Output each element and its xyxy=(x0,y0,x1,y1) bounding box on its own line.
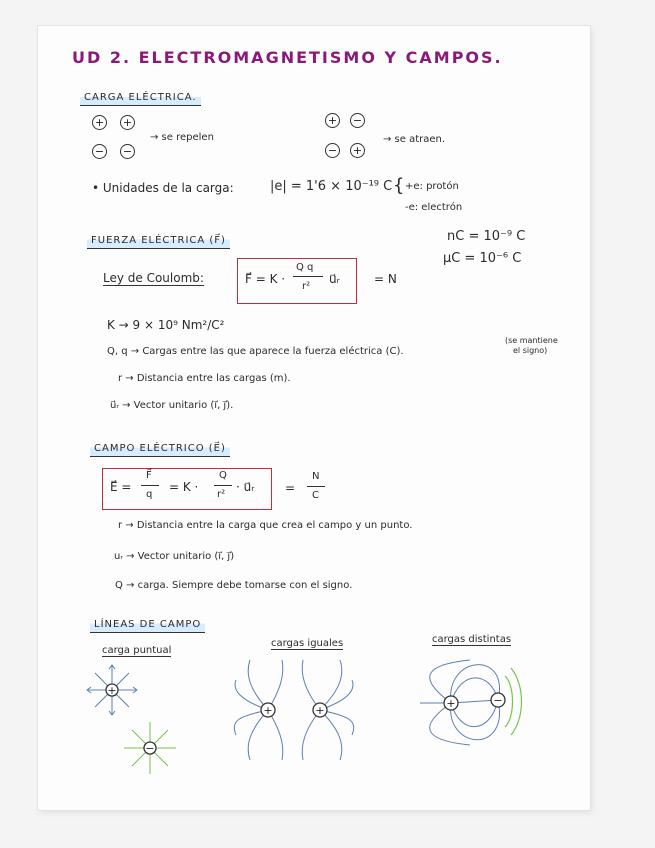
section-heading-campo: CAMPO ELÉCTRICO (E⃗) xyxy=(90,441,230,457)
coulomb-units: = N xyxy=(374,272,397,286)
section-heading-lineas: LÍNEAS DE CAMPO xyxy=(90,617,205,633)
qq-definition: Q, q → Cargas entre las que aparece la fuerza eléctrica (C). xyxy=(107,346,404,357)
negative-charge-icon: − xyxy=(350,113,365,128)
coulomb-label: Ley de Coulomb: xyxy=(103,271,204,285)
equal-charges-lines xyxy=(234,660,353,760)
field-formula-left: E⃗ = xyxy=(110,480,132,494)
section-heading-fuerza: FUERZA ELÉCTRICA (F⃗) xyxy=(87,233,230,249)
minus-sign: − xyxy=(145,742,155,755)
field-num-2: Q xyxy=(219,470,227,481)
opposite-charges-lines xyxy=(420,660,499,745)
label-cargas-iguales: cargas iguales xyxy=(271,638,344,649)
coulomb-numerator: Q q xyxy=(296,262,314,273)
u-definition: u⃗ᵣ → Vector unitario (i⃗, j⃗). xyxy=(110,400,234,411)
negative-charge-icon: − xyxy=(325,143,340,158)
minus-sign: − xyxy=(493,694,503,707)
field-unit-den: C xyxy=(312,490,319,501)
positive-charge-icon: + xyxy=(350,143,365,158)
qq-note-1: (se mantiene xyxy=(505,336,558,345)
negative-charge-icon: − xyxy=(120,144,135,159)
attract-text: → se atraen. xyxy=(383,134,446,145)
brace: { xyxy=(393,175,405,196)
k-definition: K → 9 × 10⁹ Nm²/C² xyxy=(107,318,225,332)
field-den-2: r² xyxy=(217,489,226,500)
label-cargas-distintas: cargas distintas xyxy=(432,634,512,645)
positive-charge-icon: + xyxy=(325,113,340,128)
plus-sign: + xyxy=(446,697,456,710)
field-formula-mid: = K · xyxy=(169,480,199,494)
micro-coulomb: μC = 10⁻⁶ C xyxy=(443,251,522,266)
plus-sign: + xyxy=(263,704,273,717)
coulomb-unit-vector: u⃗ᵣ xyxy=(329,272,340,286)
field-u-definition: uᵣ → Vector unitario (i⃗, j⃗) xyxy=(114,551,235,562)
positive-charge-icon: + xyxy=(92,115,107,130)
repel-text: → se repelen xyxy=(150,132,214,143)
opposite-charges-green xyxy=(505,668,522,735)
r-definition: r → Distancia entre las cargas (m). xyxy=(118,373,291,384)
electron-text: -e: electrón xyxy=(405,202,463,213)
field-q-definition: Q → carga. Siempre debe tomarse con el signo. xyxy=(115,580,353,591)
units-value: |e| = 1'6 × 10⁻¹⁹ C xyxy=(270,179,393,194)
coulomb-denominator: r² xyxy=(302,281,311,292)
page-title: UD 2. ELECTROMAGNETISMO Y CAMPOS. xyxy=(72,48,503,67)
plus-sign: + xyxy=(315,704,325,717)
units-label: • Unidades de la carga: xyxy=(92,181,234,195)
field-den-1: q xyxy=(146,489,153,500)
plus-sign: + xyxy=(107,684,117,697)
qq-note-2: el signo) xyxy=(513,346,548,355)
field-unit-num: N xyxy=(312,471,320,482)
proton-text: +e: protón xyxy=(405,181,459,192)
field-unit-vector: · u⃗ᵣ xyxy=(236,480,255,494)
field-num-1: F⃗ xyxy=(146,470,152,481)
label-carga-puntual: carga puntual xyxy=(102,645,172,656)
positive-charge-icon: + xyxy=(120,115,135,130)
field-unit-eq: = xyxy=(285,481,296,495)
field-r-definition: r → Distancia entre la carga que crea el campo y un punto. xyxy=(118,520,413,531)
coulomb-formula-left: F⃗ = K · xyxy=(245,272,286,286)
section-heading-carga: CARGA ELÉCTRICA. xyxy=(80,90,201,106)
negative-charge-icon: − xyxy=(92,144,107,159)
nano-coulomb: nC = 10⁻⁹ C xyxy=(447,229,526,244)
